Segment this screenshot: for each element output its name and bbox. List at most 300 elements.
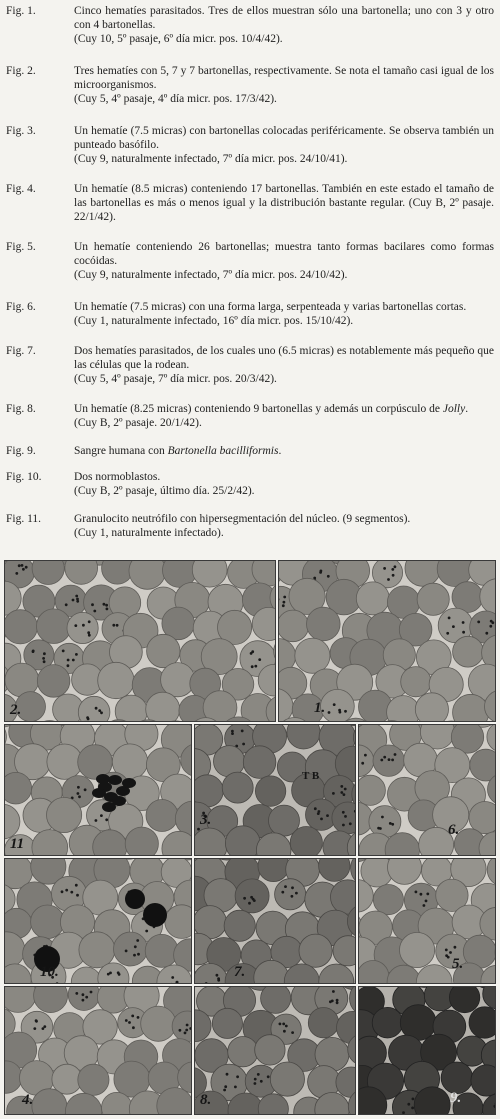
bartonella-body xyxy=(411,1107,414,1110)
panel-number-11: 11 xyxy=(10,836,25,852)
red-blood-cell xyxy=(372,1007,403,1038)
bartonella-body xyxy=(106,608,109,611)
figure-text: Un hematíe (7.5 micras) con una forma larga, serpenteada y varias bartonellas cortas. xyxy=(74,301,467,313)
panel-fig-1 xyxy=(278,560,496,722)
figure-description xyxy=(74,124,494,166)
bartonella-body xyxy=(407,1103,410,1106)
bartonella-body xyxy=(336,1001,339,1004)
figure-text-end: . xyxy=(465,403,469,415)
bartonella-body xyxy=(42,1027,45,1030)
figure-text: Un hematíe (8.5 micras) conteniendo 17 bartonellas. También en este estado el tamaño de las bartonellas es más o menos igual y la distribución bastante regular. (Cuy B, 2º pasaje. 22/1/42). xyxy=(74,183,494,223)
red-blood-cell xyxy=(441,1062,473,1094)
figure-caption xyxy=(6,4,494,46)
bartonella-body xyxy=(43,660,46,663)
figure-caption xyxy=(6,182,494,224)
red-blood-cell xyxy=(212,1008,242,1038)
red-blood-cell xyxy=(78,1064,109,1095)
bartonella-body xyxy=(320,570,323,573)
bartonella-body xyxy=(394,753,397,756)
bartonella-body xyxy=(224,1085,227,1088)
panel-number-5: 5. xyxy=(452,956,464,972)
bartonella-body xyxy=(415,891,418,894)
bartonella-body xyxy=(491,621,494,624)
red-blood-cell xyxy=(279,610,309,642)
bartonella-body xyxy=(76,600,79,603)
nucleus-segment xyxy=(102,802,116,812)
bartonella-body xyxy=(242,743,245,746)
panel-fig-8 xyxy=(194,986,356,1115)
figure-text: Sangre humana con xyxy=(74,445,165,457)
bartonella-body xyxy=(283,601,286,604)
bartonella-body xyxy=(489,625,492,628)
bartonella-body xyxy=(112,624,115,627)
figure-description xyxy=(74,402,494,430)
nucleus-segment xyxy=(108,775,122,785)
bartonella-body xyxy=(381,816,384,819)
bartonella-body xyxy=(383,756,386,759)
figure-captions xyxy=(6,4,494,540)
bartonella-body xyxy=(388,758,391,761)
red-blood-cell xyxy=(255,776,285,806)
bartonella-body xyxy=(78,795,81,798)
panel-fig-10 xyxy=(4,858,192,984)
figure-label: Fig. 8. xyxy=(6,403,36,415)
bartonella-body xyxy=(295,892,298,895)
panel-fig-2 xyxy=(4,560,276,722)
figure-source: (Cuy 1, naturalmente infectado, 16º día micr. pos. 15/10/42). xyxy=(74,315,354,327)
bartonella-body xyxy=(392,574,395,577)
bartonella-body xyxy=(33,1027,36,1030)
bartonella-body xyxy=(21,564,24,567)
bartonella-body xyxy=(15,572,18,575)
red-blood-cell xyxy=(299,934,332,967)
bartonella-body xyxy=(179,1029,182,1032)
panel-number-2: 2. xyxy=(10,702,22,718)
bartonella-body xyxy=(118,973,121,976)
figure-caption xyxy=(6,344,494,386)
bartonella-body xyxy=(100,711,103,714)
bartonella-body xyxy=(145,930,148,933)
bartonella-body xyxy=(449,951,452,954)
red-blood-cell xyxy=(37,609,72,644)
figure-source: (Cuy 10, 5º pasaje, 6º día micr. pos. 10/4/42). xyxy=(74,33,283,45)
bartonella-body xyxy=(254,1082,257,1085)
figure-caption xyxy=(6,240,494,282)
figure-text: Granulocito neutrófilo con hipersegmentación del núcleo. (9 segmentos). xyxy=(74,513,411,525)
figure-label: Fig. 3. xyxy=(6,125,36,137)
bartonella-body xyxy=(61,890,64,893)
bartonella-body xyxy=(74,624,77,627)
bartonella-body xyxy=(343,793,346,796)
figure-text: Un hematíe (8.25 micras) conteniendo 9 bartonellas y además un corpúsculo de xyxy=(74,403,440,415)
figure-description xyxy=(74,300,494,328)
bartonella-body xyxy=(243,897,246,900)
bartonella-body xyxy=(65,889,68,892)
panel-fig-9 xyxy=(358,986,496,1115)
bartonella-body xyxy=(283,596,286,599)
red-blood-cell xyxy=(228,1037,258,1067)
red-blood-cell xyxy=(307,607,341,641)
figure-label: Fig. 1. xyxy=(6,5,36,17)
red-blood-cell xyxy=(321,689,355,721)
bartonella-body xyxy=(380,759,383,762)
bartonella-body xyxy=(186,1024,189,1027)
normoblast-nucleus xyxy=(143,903,167,927)
figure-source: (Cuy 9, naturalmente infectado, 7º día micr. pos. 24/10/42). xyxy=(74,269,348,281)
bartonella-body xyxy=(184,1032,187,1035)
bartonella-body xyxy=(132,1026,135,1029)
bartonella-body xyxy=(116,624,119,627)
nucleus-segment xyxy=(92,788,106,798)
bartonella-body xyxy=(171,976,174,979)
red-blood-cell xyxy=(295,638,330,673)
red-blood-cell xyxy=(37,665,70,698)
figure-description xyxy=(74,182,494,224)
red-blood-cell xyxy=(141,1006,176,1041)
bartonella-body xyxy=(361,762,364,765)
red-blood-cell xyxy=(290,827,322,856)
bartonella-body xyxy=(85,996,88,999)
bartonella-body xyxy=(423,904,426,907)
panel-fig-11 xyxy=(4,724,192,856)
micrograph-image xyxy=(279,561,495,721)
panel-number-10: 10. xyxy=(40,964,59,980)
figure-caption xyxy=(6,444,494,458)
micrograph-image xyxy=(195,987,355,1114)
bartonella-body xyxy=(342,811,345,814)
bartonella-body xyxy=(254,665,257,668)
panel-number-8: 8. xyxy=(200,1092,212,1108)
red-blood-cell xyxy=(222,772,253,803)
annotation-tb: T B xyxy=(302,770,320,782)
micrograph-image xyxy=(5,859,191,983)
panel-fig-3 xyxy=(194,724,356,856)
red-blood-cell xyxy=(415,693,448,721)
bartonella-body xyxy=(250,896,253,899)
bartonella-body xyxy=(257,1073,260,1076)
micrograph-image xyxy=(5,725,191,855)
bartonella-body xyxy=(32,650,35,653)
bartonella-body xyxy=(258,658,261,661)
bartonella-body xyxy=(75,884,78,887)
bartonella-body xyxy=(448,617,451,620)
red-blood-cell xyxy=(79,932,115,968)
bartonella-body xyxy=(72,599,75,602)
bartonella-body xyxy=(426,893,429,896)
micrograph-image xyxy=(359,859,495,983)
bartonella-body xyxy=(76,894,79,897)
bartonella-body xyxy=(394,565,397,568)
figure-source: (Cuy 9, naturalmente infectado, 7º día micr. pos. 24/10/41). xyxy=(74,153,348,165)
bartonella-body xyxy=(95,819,98,822)
bartonella-body xyxy=(314,807,317,810)
figure-source: (Cuy B, 2º pasaje, último día. 25/2/42). xyxy=(74,485,255,497)
red-blood-cell xyxy=(31,905,65,939)
bartonella-body xyxy=(75,992,78,995)
bartonella-body xyxy=(75,653,78,656)
bartonella-body xyxy=(43,652,46,655)
bartonella-body xyxy=(216,974,219,977)
figure-source: (Cuy 5, 4º pasaje, 4º día micr. pos. 17/3/42). xyxy=(74,93,277,105)
figure-text: Tres hematíes con 5, 7 y 7 bartonellas, respectivamente. Se nota el tamaño casi igual de los microorganismos. xyxy=(74,65,494,91)
bartonella-body xyxy=(285,1025,288,1028)
bartonella-body xyxy=(231,730,234,733)
bartonella-body xyxy=(77,786,80,789)
bartonella-body xyxy=(42,657,45,660)
bartonella-body xyxy=(95,707,98,710)
bartonella-body xyxy=(75,595,78,598)
bartonella-body xyxy=(318,810,321,813)
bartonella-body xyxy=(391,568,394,571)
micrograph-image xyxy=(195,725,355,855)
bartonella-body xyxy=(251,665,254,668)
bartonella-body xyxy=(93,610,96,613)
figure-italic-term: Bartonella bacilliformis xyxy=(167,445,279,457)
red-blood-cell xyxy=(161,663,195,697)
red-blood-cell xyxy=(98,662,134,698)
bartonella-body xyxy=(364,754,367,757)
bartonella-body xyxy=(391,823,394,826)
bartonella-body xyxy=(77,792,80,795)
bartonella-body xyxy=(131,1015,134,1018)
bartonella-body xyxy=(248,902,251,905)
figure-caption xyxy=(6,512,494,540)
red-blood-cell xyxy=(401,667,431,697)
figure-text: Cinco hematíes parasitados. Tres de ellos muestran sólo una bartonella; uno con 3 y otro con 4 bartonellas. xyxy=(74,5,494,31)
red-blood-cell xyxy=(52,1064,82,1094)
bartonella-body xyxy=(91,603,94,606)
nucleus-segment xyxy=(96,774,110,784)
panel-fig-5 xyxy=(358,858,496,984)
bartonella-body xyxy=(100,814,103,817)
bartonella-body xyxy=(328,711,331,714)
red-blood-cell xyxy=(146,692,180,721)
bartonella-body xyxy=(82,624,85,627)
panel-number-9: 9. xyxy=(450,1090,462,1106)
figure-text: Un hematíe (7.5 micras) con bartonellas colocadas periféricamente. Se observa también un punteado basófilo. xyxy=(74,125,494,151)
bartonella-body xyxy=(105,604,108,607)
bartonella-body xyxy=(217,979,220,982)
figure-caption xyxy=(6,64,494,106)
normoblast-nucleus xyxy=(125,889,145,909)
micrograph-image xyxy=(359,725,495,855)
figure-label: Fig. 7. xyxy=(6,345,36,357)
red-blood-cell xyxy=(373,885,403,915)
red-blood-cell xyxy=(453,636,484,667)
bartonella-body xyxy=(462,631,465,634)
red-blood-cell xyxy=(243,746,276,779)
bartonella-body xyxy=(389,822,392,825)
bartonella-body xyxy=(82,999,85,1002)
red-blood-cell xyxy=(359,775,385,805)
bartonella-body xyxy=(283,1030,286,1033)
red-blood-cell xyxy=(47,797,82,832)
figure-label: Fig. 6. xyxy=(6,301,36,313)
figure-label: Fig. 2. xyxy=(6,65,36,77)
figure-description xyxy=(74,4,494,46)
bartonella-body xyxy=(25,566,28,569)
figure-description xyxy=(74,512,494,540)
bartonella-body xyxy=(383,567,386,570)
bartonella-body xyxy=(90,991,93,994)
bartonella-body xyxy=(62,650,65,653)
bartonella-body xyxy=(236,1075,239,1078)
red-blood-cell xyxy=(203,691,237,721)
bartonella-body xyxy=(137,953,140,956)
figure-label: Fig. 10. xyxy=(6,471,42,483)
red-blood-cell xyxy=(417,583,449,615)
red-blood-cell xyxy=(5,610,37,644)
red-blood-cell xyxy=(308,1008,338,1038)
figure-label: Fig. 9. xyxy=(6,445,36,457)
bartonella-body xyxy=(86,716,89,719)
figure-label: Fig. 5. xyxy=(6,241,36,253)
bartonella-body xyxy=(87,631,90,634)
bartonella-body xyxy=(103,603,106,606)
red-blood-cell xyxy=(255,1035,285,1065)
micrograph-image xyxy=(5,561,275,721)
bartonella-body xyxy=(35,1020,38,1023)
bartonella-body xyxy=(281,891,284,894)
bartonella-body xyxy=(109,972,112,975)
bartonella-body xyxy=(425,900,428,903)
bartonella-body xyxy=(387,578,390,581)
bartonella-body xyxy=(344,788,347,791)
bartonella-body xyxy=(340,785,343,788)
bartonella-body xyxy=(234,1086,237,1089)
bartonella-body xyxy=(84,788,87,791)
micrograph-image xyxy=(195,859,355,983)
bartonella-body xyxy=(332,990,335,993)
bartonella-body xyxy=(105,818,108,821)
bartonella-body xyxy=(342,824,345,827)
panel-number-4: 4. xyxy=(22,1092,34,1108)
bartonella-body xyxy=(223,1089,226,1092)
figure-description xyxy=(74,344,494,386)
figure-source: (Cuy 5, 4º pasaje, 7º día micr. pos. 20/3/42). xyxy=(74,373,277,385)
bartonella-body xyxy=(67,664,70,667)
bartonella-body xyxy=(333,703,336,706)
panel-number-1: 1. xyxy=(314,700,326,716)
bartonella-body xyxy=(477,621,480,624)
bartonella-body xyxy=(241,730,244,733)
bartonella-body xyxy=(327,575,330,578)
bartonella-body xyxy=(462,621,465,624)
bartonella-body xyxy=(125,950,128,953)
bartonella-body xyxy=(445,954,448,957)
bartonella-body xyxy=(291,886,294,889)
bartonella-body xyxy=(251,650,254,653)
figure-italic-term: Jolly xyxy=(442,403,466,415)
bartonella-body xyxy=(72,659,75,662)
bartonella-body xyxy=(67,659,70,662)
bartonella-body xyxy=(282,1023,285,1026)
bartonella-body xyxy=(454,946,457,949)
bartonella-body xyxy=(267,1075,270,1078)
bartonella-body xyxy=(88,634,91,637)
bartonella-body xyxy=(377,827,380,830)
red-blood-cell xyxy=(67,612,98,643)
bartonella-body xyxy=(344,815,347,818)
bartonella-body xyxy=(136,939,139,942)
red-blood-cell xyxy=(400,932,435,967)
red-blood-cell xyxy=(146,800,178,832)
bartonella-body xyxy=(260,1080,263,1083)
bartonella-body xyxy=(18,564,21,567)
bartonella-body xyxy=(420,893,423,896)
red-blood-cell xyxy=(270,1062,304,1096)
panel-number-7: 7. xyxy=(234,964,246,980)
red-blood-cell xyxy=(114,932,148,966)
bartonella-body xyxy=(291,1031,294,1034)
bartonella-body xyxy=(485,632,488,635)
bartonella-body xyxy=(412,1098,415,1101)
bartonella-body xyxy=(402,1111,405,1114)
bartonella-body xyxy=(338,709,341,712)
figure-caption xyxy=(6,300,494,328)
figure-caption xyxy=(6,124,494,166)
bartonella-body xyxy=(65,603,68,606)
bartonella-body xyxy=(446,632,449,635)
red-blood-cell xyxy=(5,772,32,804)
bartonella-body xyxy=(336,999,339,1002)
figure-text: Dos hematíes parasitados, de los cuales uno (6.5 micras) es notablemente más pequeño que las células que la rodean. xyxy=(74,345,494,371)
panel-number-3: 3. xyxy=(200,812,212,828)
bartonella-body xyxy=(349,822,352,825)
bartonella-body xyxy=(254,1078,257,1081)
bartonella-body xyxy=(332,792,335,795)
bartonella-body xyxy=(320,818,323,821)
bartonella-body xyxy=(185,1029,188,1032)
bartonella-body xyxy=(82,993,85,996)
bartonella-body xyxy=(282,604,285,607)
bartonella-body xyxy=(445,949,448,952)
panel-number-6: 6. xyxy=(448,822,460,838)
bartonella-body xyxy=(284,885,287,888)
bartonella-body xyxy=(391,759,394,762)
red-blood-cell xyxy=(261,987,291,1013)
figure-description xyxy=(74,240,494,282)
figure-text-end: . xyxy=(278,445,282,457)
bartonella-body xyxy=(128,1021,131,1024)
nucleus-segment xyxy=(122,778,136,788)
bartonella-body xyxy=(340,791,343,794)
red-blood-cell xyxy=(356,582,389,615)
figure-label: Fig. 11. xyxy=(6,513,42,525)
figure-description xyxy=(74,64,494,106)
micrograph-plate xyxy=(4,560,496,1115)
figure-caption xyxy=(6,402,494,430)
figure-label: Fig. 4. xyxy=(6,183,36,195)
bartonella-body xyxy=(231,732,234,735)
figure-caption xyxy=(6,470,494,498)
panel-fig-6 xyxy=(358,724,496,856)
bartonella-body xyxy=(125,1019,128,1022)
red-blood-cell xyxy=(224,910,255,941)
red-blood-cell xyxy=(449,987,479,1013)
figure-description xyxy=(74,470,494,498)
figure-text: Dos normoblastos. xyxy=(74,471,161,483)
bartonella-body xyxy=(134,945,137,948)
figure-description xyxy=(74,444,494,458)
bartonella-body xyxy=(253,899,256,902)
figure-source: (Cuy 1, naturalmente infectado). xyxy=(74,527,224,539)
figure-source: (Cuy B, 2º pasaje. 20/1/42). xyxy=(74,417,202,429)
red-blood-cell xyxy=(145,934,178,967)
bartonella-body xyxy=(313,577,316,580)
micrograph-image xyxy=(359,987,495,1114)
red-blood-cell xyxy=(235,879,269,913)
